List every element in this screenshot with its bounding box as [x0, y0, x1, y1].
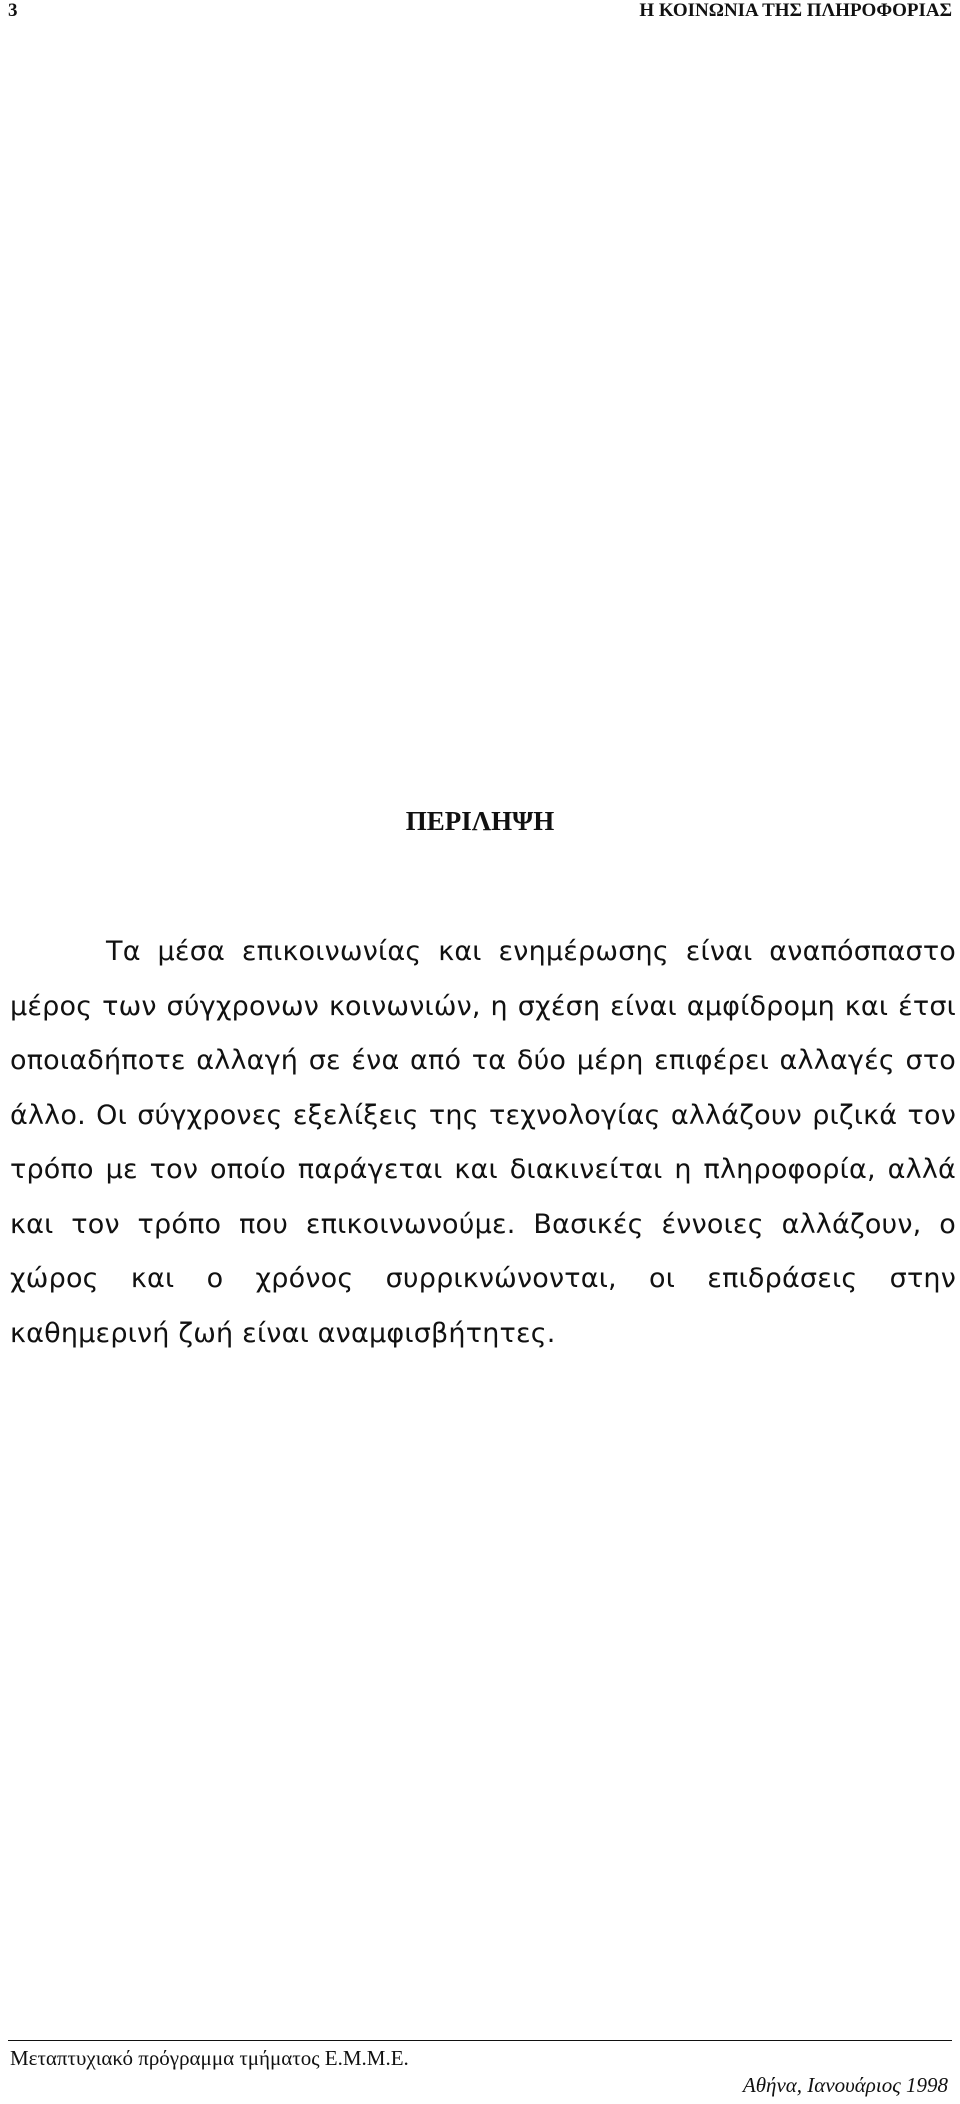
page-header	[8, 0, 952, 28]
section-title: ΠΕΡΙΛΗΨΗ	[405, 806, 555, 836]
footer-divider	[8, 2040, 952, 2041]
footer-place-date: Αθήνα, Ιανουάριος 1998	[742, 2073, 948, 2097]
footer-program: Μεταπτυχιακό πρόγραμμα τμήματος Ε.Μ.Μ.Ε.	[10, 2046, 409, 2070]
running-title: Η ΚΟΙΝΩΝΙΑ ΤΗΣ ΠΛΗΡΟΦΟΡΙΑΣ	[639, 0, 952, 21]
abstract-paragraph: Τα μέσα επικοινωνίας και ενημέρωσης είναι αναπόσπαστο μέρος των σύγχρονων κοινωνιών, η σχέση είναι αμφίδρομη και έτσι οποιαδήποτε αλλαγή σε ένα από τα δύο μέρη επιφέρει αλλαγές στο άλλο. Οι σύγχρονες εξελίξεις της τεχνολογίας αλλάζουν ριζικά τον τρόπο με τον οποίο παράγεται και διακινείται η πληροφορία, αλλά και τον τρόπο που επικοινωνούμε. Βασικές έννοιες αλλάζουν, ο χώρος και ο χρόνος συρρικνώνονται, οι επιδράσεις στην καθημερινή ζωή είναι αναμφισβήτητες.	[10, 936, 956, 1349]
page-number: 3	[8, 0, 18, 21]
